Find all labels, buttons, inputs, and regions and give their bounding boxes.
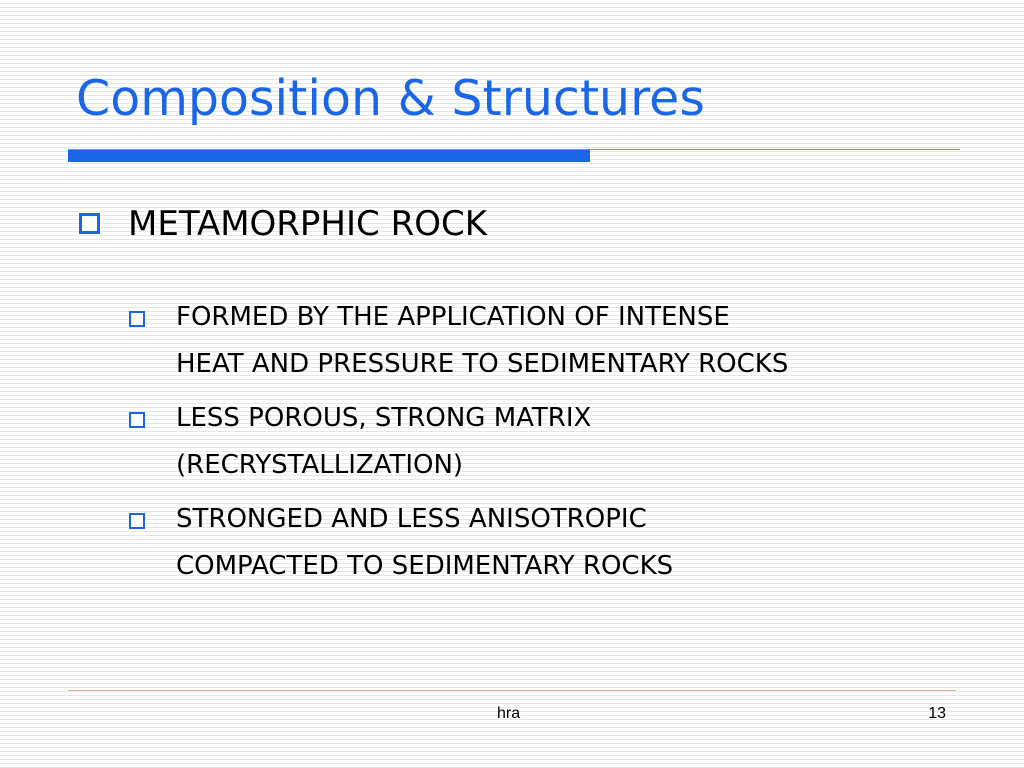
sub-bullet-2-line-1: LESS POROUS, STRONG MATRIX [176,403,592,433]
square-bullet-icon [79,213,100,234]
square-bullet-icon [129,513,145,529]
slide-title: Composition & Structures [76,70,705,127]
footer-label: hra [497,705,521,722]
sub-bullet-1-line-2: HEAT AND PRESSURE TO SEDIMENTARY ROCKS [176,349,789,379]
main-bullet-text: METAMORPHIC ROCK [128,204,487,244]
footer-divider [68,690,956,691]
sub-bullet-3-line-1: STRONGED AND LESS ANISOTROPIC [176,504,647,534]
sub-bullet-2-line-2: (RECRYSTALLIZATION) [176,450,464,480]
sub-bullet-1-line-1: FORMED BY THE APPLICATION OF INTENSE [176,302,730,332]
square-bullet-icon [129,311,145,327]
page-number: 13 [928,705,946,722]
title-divider-accent [68,150,590,162]
square-bullet-icon [129,412,145,428]
sub-bullet-3-line-2: COMPACTED TO SEDIMENTARY ROCKS [176,551,674,581]
